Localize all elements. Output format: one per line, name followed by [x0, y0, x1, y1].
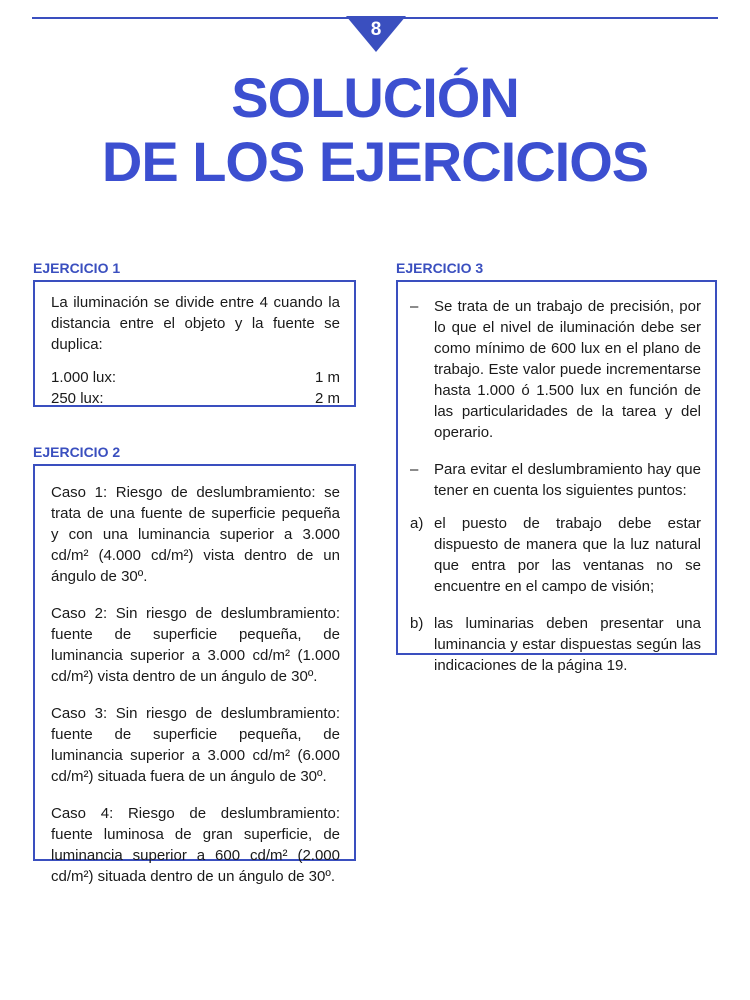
caso-2-text: Caso 2: Sin riesgo de deslumbramiento: fuente de superficie pequeña, de luminancia superior a 3.000 cd/m² (1.000 cd/m²) vista dentro de un ángulo de 30º. — [51, 605, 340, 685]
caso-1-text: Caso 1: Riesgo de deslumbramiento: se trata de una fuente de superficie pequeña y con una luminancia superior a 3.000 cd/m² (4.000 cd/m²) vista dentro de un ángulo de 30º. — [51, 484, 340, 585]
sub-item-marker: b) — [410, 615, 424, 632]
ejercicio-3-point-2: Para evitar el deslumbramiento hay que tener en cuenta los siguientes puntos: — [434, 461, 701, 499]
list-item — [410, 296, 701, 443]
lux-value: 1.000 lux: — [51, 369, 117, 386]
ejercicio-3-sub-b: las luminarias deben presentar una luminancia y estar dispuestas según las indicaciones de la página 19. — [434, 615, 701, 674]
distance-value: 2 m — [314, 390, 340, 407]
lux-row — [51, 388, 340, 409]
list-item — [410, 459, 701, 501]
ejercicio-2-box — [33, 464, 356, 885]
lux-row — [51, 367, 340, 388]
dash-bullet: – — [410, 298, 419, 315]
page-title-line-2: DE LOS EJERCICIOS — [101, 130, 649, 193]
ejercicio-2-label: EJERCICIO 2 — [33, 444, 121, 460]
lux-value: 250 lux: — [51, 390, 104, 407]
sub-item-marker: a) — [410, 515, 424, 532]
ejercicio-1-intro: La iluminación se divide entre 4 cuando la distancia entre el objeto y la fuente se duplica: — [51, 294, 340, 353]
list-item — [410, 613, 701, 676]
ejercicio-3-box — [396, 280, 717, 674]
ejercicio-1-box — [33, 280, 356, 407]
chapter-number: 8 — [370, 19, 382, 40]
page-title-line-1: SOLUCIÓN — [231, 66, 519, 129]
dash-bullet: – — [410, 461, 419, 478]
caso-3-text: Caso 3: Sin riesgo de deslumbramiento: fuente de superficie pequeña, de luminancia superior a 3.000 cd/m² (6.000 cd/m²) situada fuera de un ángulo de 30º. — [51, 705, 340, 785]
ejercicio-3-sub-a: el puesto de trabajo debe estar dispuesto de manera que la luz natural que entra por las ventanas no se encuentre en el campo de visión; — [434, 515, 701, 595]
caso-4-text: Caso 4: Riesgo de deslumbramiento: fuente luminosa de gran superficie, de luminancia superior a 600 cd/m² (2.000 cd/m²) situada dentro de un ángulo de 30º. — [51, 805, 340, 885]
ejercicio-3-label: EJERCICIO 3 — [396, 260, 484, 276]
ejercicio-1-label: EJERCICIO 1 — [33, 260, 121, 276]
ejercicio-3-point-1: Se trata de un trabajo de precisión, por lo que el nivel de iluminación debe ser como mínimo de 600 lux en el plano de trabajo. Este valor puede incrementarse hasta 1.000 ó 1.500 lux en función de las particularidades de la tarea y del operario. — [434, 298, 701, 441]
list-item — [410, 513, 701, 597]
distance-value: 1 m — [314, 369, 340, 386]
